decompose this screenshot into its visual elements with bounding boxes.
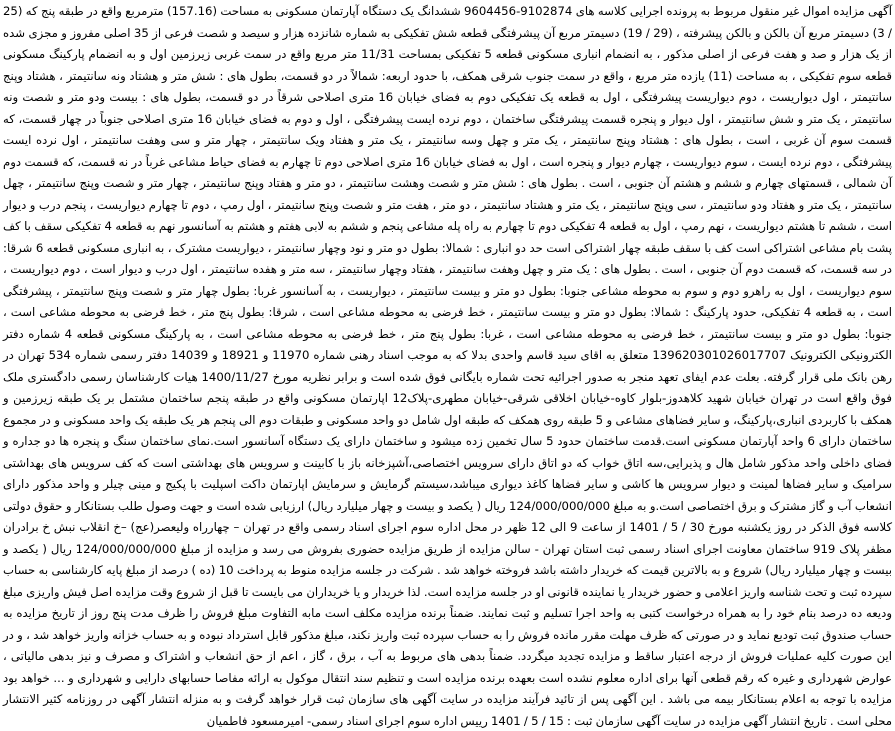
auction-notice-text: آگهی مزایده اموال غیر منقول مربوط به پرونده اجرایی کلاسه های 9102874-9604456 ششدانگ یک دستگاه آپارتمان مسکونی به مساحت (157.16) مترمربع واقع در طبقه پنج که (25 / 3) دسیمتر مربع آن بالکن و بالکن پیشرفته ، (29 / 19) دسیمتر مربع آن پیشرفتگی قطعه شش تفکیکی به شماره شانزده هزار و سیصد و شصت فرعی از 35 اصلی مفروز و مجزی شده از یک هزار و صد و هفت فرعی از اصلی مذکور ، به انضمام انباری مسکونی قطعه 5 تفکیکی بمساحت 11/31 متر مربع واقع در سمت غربی زیرزمین اول و به انضمام پارکینگ مسکونی قطعه سوم تفکیکی ، به مساحت (11) یازده متر مربع ، واقع در سمت جنوب شرقی همکف، با حدود اربعه: شمالاً در دو قسمت، بطول های : شش متر و هشتاد ونه سانتیمتر ، هشتاد وپنج سانتیمتر ، اول دیواریست ، دوم دیواریست پیشرفتگی ، اول به قطعه یک تفکیکی دوم به فضای خیابان 16 متری اصلاحی شرقاً در دو قسمت، بطول های : بیست ودو متر و شصت ونه سانتیمتر ، یک متر و شش سانتیمتر ، اول دیوار و پنجره قسمت پیشرفتگی ساختمان ، دوم نرده ایست پیشرفتگی ، اول و دوم به فضای خیابان 16 متری اصلاحی جنوباً در چهار قسمت، که قسمت سوم آن غربی ، است ، بطول های : هشتاد وپنج سانتیمتر ، یک متر و چهل وسه سانتیمتر ، یک متر و هفتاد ویک سانتیمتر ، چهار متر و سی وهفت سانتیمتر ، اول نرده ایست پیشرفتگی ، دوم نرده ایست ، سوم دیواریست ، چهارم دیوار و پنجره است ، اول به فضای خیابان 16 متری اصلاحی دوم تا چهارم به فضای حیاط مشاعی غرباً در نه قسمت، که قسمت دوم آن شمالی ، قسمتهای چهارم و ششم و هشتم آن جنوبی ، است . بطول های : شش متر و شصت وهشت سانتیمتر ، دو متر و هفتاد وپنج سانتیمتر ، چهار متر و شصت وپنج سانتیمتر ، چهل سانتیمتر ، یک متر و هفتاد ودو سانتیمتر ، سی وپنج سانتیمتر ، یک متر و هشتاد سانتیمتر ، دو متر ، هفت متر و شصت وپنج سانتیمتر ، اول رمپ ، دوم تا چهارم دیواریست ، پنجم درب و دیوار است ، ششم تا هشتم دیواریست ، نهم رمپ ، اول به قطعه 4 تفکیکی دوم تا چهارم به راه پله مشاعی پنجم و ششم به لابی هفتم و هشتم به آسانسور نهم به قطعه 4 تفکیکی سقف با کف پشت بام مشاعی اشتراکی است کف با سقف طبقه چهار اشتراکی است حد دو انباری : شمالا: بطول دو متر و نود وچهار سانتیمتر ، دیواریست مشترک ، به انباری مسکونی قطعه 6 شرقا: در سه قسمت، که قسمت دوم آن جنوبی ، است . بطول های : یک متر و چهل وهفت سانتیمتر ، هفتاد وچهار سانتیمتر ، سه متر و هفده سانتیمتر ، اول درب و دیوار است ، دوم دیواریست ، سوم دیواریست ، اول به راهرو دوم و سوم به محوطه مشاعی جنوبا: بطول دو متر و بیست سانتیمتر ، دیواریست ، به آسانسور غربا: بطول چهار متر و شصت وپنج سانتیمتر ، پیشرفتگی است ، به قطعه 4 تفکیکی، حدود پارکینگ : شمالا: بطول دو متر و بیست سانتیمتر ، خط فرضی به محوطه مشاعی است ، شرقا: بطول پنج متر ، خط فرضی به محوطه مشاعی است ، جنوبا: بطول دو متر و بیست سانتیمتر ، خط فرضی به محوطه مشاعی است ، غربا: بطول پنج متر ، خط فرضی به محوطه مشاعی است ، به پارکینگ مسکونی قطعه 4 شماره دفتر الکترونیکی الکترونیک 139620301026017707 متعلق به اقای سید قاسم واحدی بدلا که به موجب اسناد رهنی شماره 11970 و 18921 و 14039 دفتر رسمی شماره 534 تهران در رهن بانک ملی قرار گرفته. بعلت عدم ایفای تعهد منجر به صدور اجرائیه تحت شماره بایگانی فوق شده است و برابر نظریه مورخ 1400/11/27 هیات کارشناسان رسمی دادگستری ملک فوق واقع است در تهران خیابان شهید کلاهدوز-بلوار کاوه-خیابان اخلاقی شرقی-خیابان مطهری-پلاک12 اپارتمان مسکونی واقع در طبقه پنجم ساختمان مشتمل بر یک طبقه زیرزمین و همکف با کاربردی انباری،پارکینگ، و سایر فضاهای مشاعی و 5 طبقه روی همکف که طبقه اول شامل دو واحد مسکونی و طبقات دوم الی پنجم هر یک طبقه یک واحد مسکونی و در مجموع ساختمان دارای 6 واحد آپارتمان مسکونی است.قدمت ساختمان حدود 5 سال تخمین زده میشود و ساختمان دارای یک دستگاه آسانسور است.نمای ساختمان سنگ و پنجره ها دو جداره و فضای داخلی واحد مذکور شامل هال و پذیرایی،سه اتاق خواب که دو اتاق دارای سرویس اختصاصی،آشپزخانه باز با کابینت و سرویس های بهداشتی است که کف سرویس های بهداشتی سرامیک و سایر فضاها لمینت و دیوار سرویس ها کاشی و سایر فضاها کاغذ دیواری میباشد،سیستم گرمایش و سرمایش اپارتمان داکت اسپلیت با پکیج و مینی چیلر و واحد مذکور دارای انشعاب آب و گاز مشترک و برق اختصاصی است.و به مبلغ 124/000/000/000 ریال ( یکصد و بیست و چهار میلیارد ریال) ارزیابی شده است و جهت وصول طلب بستانکار و حقوق دولتی کلاسه فوق الذکر در روز یکشنبه مورخ 30 / 5 / 1401 از ساعت 9 الی 12 ظهر در محل اداره سوم اجرای اسناد رسمی واقع در تهران – چهارراه ولیعصر(عج) –خ انقلاب نبش خ برادران مظفر پلاک 919 ساختمان معاونت اجرای اسناد رسمی ثبت استان تهران - سالن مزایده از طریق مزایده حضوری بفروش می رسد و مزایده از مبلغ 124/000/000/000 ریال ( یکصد و بیست و چهار میلیارد ریال) شروع و به بالاترین قیمت که خریدار داشته باشد فروخته خواهد شد . شرکت در جلسه مزایده منوط به پرداخت 10 (ده ) درصد از مبلغ پایه کارشناسی به حساب سپرده ثبت و تحت شناسه واریز اعلامی و حضور خریدار یا نماینده قانونی او در جلسه مزایده است. لذا خریدار و یا خریداران می بایست تا قبل از شروع وقت مزایده اصل فیش واریزی مبلغ ودیعه ده درصد بنام خود را به همراه درخواست کتبی به واحد اجرا تسلیم و ثبت نمایند. ضمناً برنده مزایده مکلف است مابه التفاوت مبلغ فروش را ظرف مدت پنج روز از تاریخ مزایده به حساب صندوق ثبت تودیع نماید و در صورتی که ظرف مهلت مقرر مانده فروش را به حساب سپرده ثبت واریز نکند، مبلغ مذکور قابل استرداد نبوده و به حساب خزانه واریز خواهد شد ، و در این صورت کلیه عملیات فروش از درجه اعتبار ساقط و مزایده تجدید میگردد. ضمناً بدهی های مربوط به آب ، برق ، گاز ، اعم از حق انشعاب و اشتراک و مصرف و نیز بدهی مالیاتی ، عوارض شهرداری و غیره که رقم قطعی آنها برای اداره معلوم نشده است بعهده برنده مزایده است و تنظیم سند انتقال موکول به ارائه مفاصا حسابهای دارایی و شهرداری و ... خواهد بود مزایده با توجه به اعلام بستانکار بیمه می باشد . این آگهی پس از تائید فرآیند مزایده در سایت آگهی های سازمان ثبت قرار خواهد گرفت و به منزله انتشار آگهی در روزنامه کثیر الانتشار محلی است . تاریخ انتشار آگهی مزایده در سایت آگهی سازمان ثبت : 15 / 5 / 1401 رییس اداره سوم اجرای اسناد رسمی- امیرمسعود فاطمیان [3,4,893,728]
